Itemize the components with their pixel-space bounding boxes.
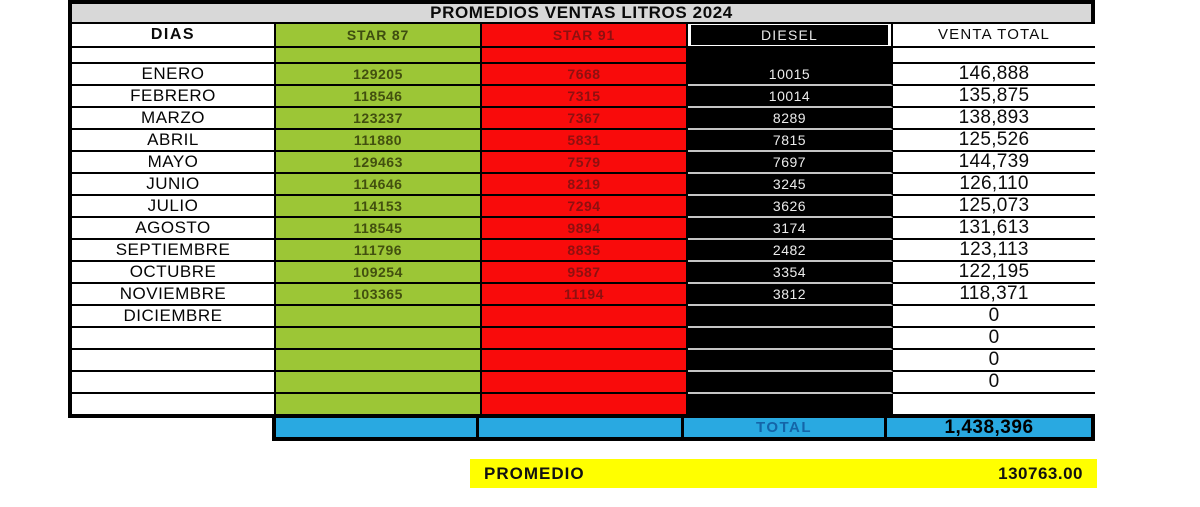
cell-month[interactable]: ENERO	[72, 64, 276, 86]
cell-star91[interactable]: 7294	[482, 196, 688, 218]
cell-month[interactable]: DICIEMBRE	[72, 306, 276, 328]
header-star91[interactable]: STAR 91	[482, 24, 688, 48]
cell-star87[interactable]: 129463	[276, 152, 482, 174]
cell-diesel[interactable]: 10015	[688, 64, 893, 86]
cell-month[interactable]	[72, 372, 276, 394]
cell-month[interactable]: AGOSTO	[72, 218, 276, 240]
table-row	[72, 372, 1091, 394]
cell-month[interactable]: MAYO	[72, 152, 276, 174]
table-row	[72, 152, 1091, 174]
cell-diesel[interactable]: 7815	[688, 130, 893, 152]
promedio-bar	[470, 459, 1097, 488]
total-value[interactable]: 1,438,396	[887, 418, 1091, 437]
cell-month[interactable]: JUNIO	[72, 174, 276, 196]
cell-star87[interactable]: 111880	[276, 130, 482, 152]
cell-star87[interactable]: 118546	[276, 86, 482, 108]
cell-star87[interactable]: 114153	[276, 196, 482, 218]
cell-diesel[interactable]: 3354	[688, 262, 893, 284]
cell-venta-total[interactable]: 125,526	[893, 130, 1095, 152]
header-diesel[interactable]	[688, 24, 893, 48]
cell-venta-total[interactable]: 135,875	[893, 86, 1095, 108]
cell-venta-total[interactable]: 146,888	[893, 64, 1095, 86]
spacer-cell-diesel[interactable]	[688, 48, 893, 64]
table-row	[72, 64, 1091, 86]
cell-diesel[interactable]: 2482	[688, 240, 893, 262]
cell-star87[interactable]: 129205	[276, 64, 482, 86]
cell-month[interactable]: SEPTIEMBRE	[72, 240, 276, 262]
cell-star87[interactable]: 114646	[276, 174, 482, 196]
cell-month[interactable]	[72, 328, 276, 350]
cell-venta-total[interactable]: 138,893	[893, 108, 1095, 130]
cell-star87[interactable]: 118545	[276, 218, 482, 240]
table-row	[72, 218, 1091, 240]
cell-star87[interactable]	[276, 372, 482, 394]
table-row	[72, 196, 1091, 218]
promedio-label[interactable]: PROMEDIO	[484, 463, 585, 483]
cell-star91[interactable]	[482, 328, 688, 350]
cell-month[interactable]: ABRIL	[72, 130, 276, 152]
cell-venta-total[interactable]: 0	[893, 372, 1095, 394]
cell-star87[interactable]	[276, 350, 482, 372]
cell-venta-total[interactable]	[893, 394, 1095, 414]
cell-star87[interactable]: 103365	[276, 284, 482, 306]
cell-star91[interactable]: 8219	[482, 174, 688, 196]
ventas-table	[68, 0, 1095, 418]
cell-venta-total[interactable]: 118,371	[893, 284, 1095, 306]
cell-star87[interactable]: 109254	[276, 262, 482, 284]
promedio-value[interactable]: 130763.00	[998, 463, 1083, 483]
header-row	[72, 24, 1091, 48]
cell-venta-total[interactable]: 126,110	[893, 174, 1095, 196]
cell-star91[interactable]: 11194	[482, 284, 688, 306]
cell-diesel[interactable]	[688, 350, 893, 372]
table-row	[72, 284, 1091, 306]
cell-month[interactable]: JULIO	[72, 196, 276, 218]
cell-diesel[interactable]: 3626	[688, 196, 893, 218]
cell-venta-total[interactable]: 0	[893, 350, 1095, 372]
cell-diesel[interactable]	[688, 306, 893, 328]
cell-star91[interactable]: 5831	[482, 130, 688, 152]
cell-venta-total[interactable]: 144,739	[893, 152, 1095, 174]
table-body	[72, 64, 1091, 414]
cell-star91[interactable]: 7668	[482, 64, 688, 86]
cell-star87[interactable]	[276, 306, 482, 328]
cell-star87[interactable]	[276, 328, 482, 350]
cell-star91[interactable]: 7367	[482, 108, 688, 130]
cell-diesel[interactable]: 7697	[688, 152, 893, 174]
table-row	[72, 86, 1091, 108]
cell-star91[interactable]	[482, 306, 688, 328]
cell-venta-total[interactable]: 122,195	[893, 262, 1095, 284]
table-row	[72, 174, 1091, 196]
cell-star87[interactable]	[276, 394, 482, 414]
cell-month[interactable]: MARZO	[72, 108, 276, 130]
table-row	[72, 130, 1091, 152]
cell-star91[interactable]	[482, 394, 688, 414]
cell-month[interactable]: FEBRERO	[72, 86, 276, 108]
spacer-cell-star87[interactable]	[276, 48, 482, 64]
cell-venta-total[interactable]: 0	[893, 328, 1095, 350]
cell-month[interactable]: OCTUBRE	[72, 262, 276, 284]
cell-star87[interactable]: 123237	[276, 108, 482, 130]
table-title[interactable]: PROMEDIOS VENTAS LITROS 2024	[72, 4, 1091, 24]
cell-venta-total[interactable]: 123,113	[893, 240, 1095, 262]
spacer-cell-venta[interactable]	[893, 48, 1095, 64]
total-row	[272, 414, 1095, 441]
cell-diesel[interactable]	[688, 328, 893, 350]
cell-month[interactable]	[72, 394, 276, 414]
cell-star91[interactable]: 9587	[482, 262, 688, 284]
spacer-cell-star91[interactable]	[482, 48, 688, 64]
cell-diesel[interactable]: 3245	[688, 174, 893, 196]
spacer-cell-dias[interactable]	[72, 48, 276, 64]
cell-month[interactable]	[72, 350, 276, 372]
cell-diesel[interactable]: 10014	[688, 86, 893, 108]
cell-diesel[interactable]: 3174	[688, 218, 893, 240]
cell-star91[interactable]: 8835	[482, 240, 688, 262]
table-row	[72, 350, 1091, 372]
cell-star91[interactable]	[482, 350, 688, 372]
header-dias[interactable]: DIAS	[72, 24, 276, 48]
total-cell-star87[interactable]	[276, 418, 479, 437]
cell-month[interactable]: NOVIEMBRE	[72, 284, 276, 306]
table-row	[72, 262, 1091, 284]
cell-venta-total[interactable]: 0	[893, 306, 1095, 328]
cell-diesel[interactable]	[688, 394, 893, 414]
cell-venta-total[interactable]: 131,613	[893, 218, 1095, 240]
cell-venta-total[interactable]: 125,073	[893, 196, 1095, 218]
cell-star91[interactable]: 9894	[482, 218, 688, 240]
total-cell-star91[interactable]	[479, 418, 684, 437]
cell-diesel[interactable]: 3812	[688, 284, 893, 306]
cell-diesel[interactable]: 8289	[688, 108, 893, 130]
cell-star91[interactable]	[482, 372, 688, 394]
table-row	[72, 240, 1091, 262]
table-row	[72, 394, 1091, 414]
cell-star91[interactable]: 7315	[482, 86, 688, 108]
cell-diesel[interactable]	[688, 372, 893, 394]
spacer-row	[72, 48, 1091, 64]
header-star87[interactable]: STAR 87	[276, 24, 482, 48]
header-diesel-text: DIESEL	[691, 25, 888, 45]
cell-star91[interactable]: 7579	[482, 152, 688, 174]
cell-star87[interactable]: 111796	[276, 240, 482, 262]
table-row	[72, 306, 1091, 328]
header-venta-total[interactable]: VENTA TOTAL	[893, 24, 1095, 48]
table-row	[72, 328, 1091, 350]
table-row	[72, 108, 1091, 130]
total-label[interactable]: TOTAL	[684, 418, 887, 437]
